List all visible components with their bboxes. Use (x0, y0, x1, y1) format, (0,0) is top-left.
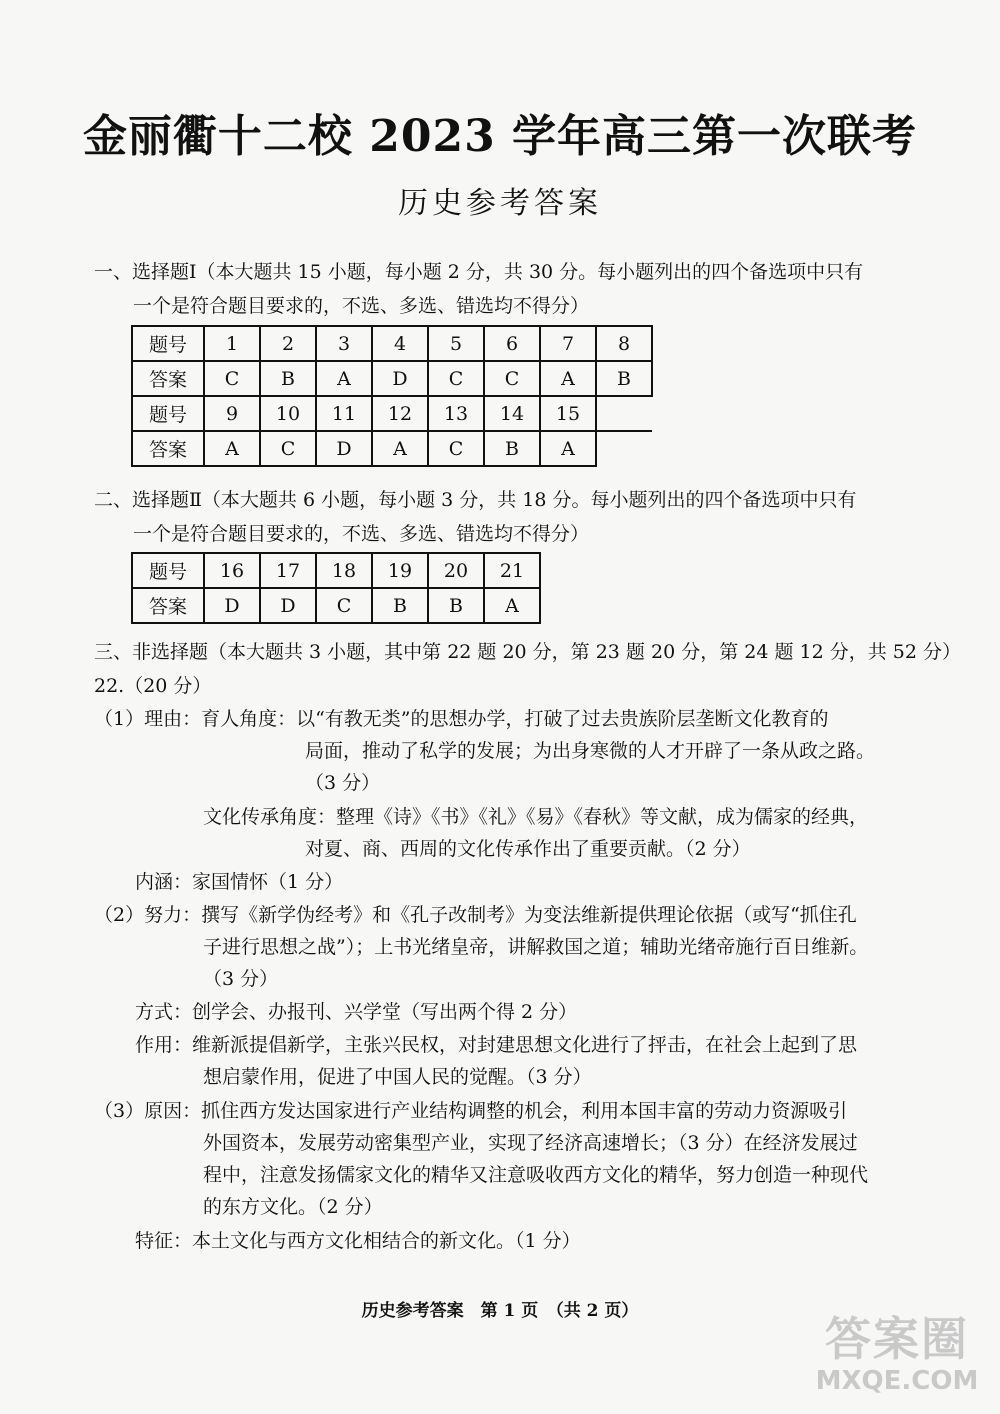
answer-line: 对夏、商、西周的文化传承作出了重要贡献。（2 分） (305, 838, 751, 860)
question-number: 10 (260, 396, 316, 431)
answer-cell: B (484, 431, 540, 466)
answer-cell: D (316, 431, 372, 466)
table-row (132, 553, 540, 588)
answer-cell: C (484, 361, 540, 396)
answer-line: 想启蒙作用，促进了中国人民的觉醒。（3 分） (203, 1066, 592, 1088)
row-label: 答案 (132, 431, 204, 466)
watermark-text: 答案圈 (825, 1312, 969, 1366)
question-number: 5 (428, 326, 484, 361)
answer-cell: D (204, 588, 260, 623)
section2-heading-line1: 二、选择题Ⅱ（本大题共 6 小题，每小题 3 分，共 18 分。每小题列出的四个备选项中只有 (94, 489, 857, 511)
answer-line: 外国资本，发展劳动密集型产业，实现了经济高速增长；（3 分）在经济发展过 (203, 1132, 858, 1154)
answer-cell: B (596, 361, 652, 396)
table-row (132, 431, 652, 466)
question-number: 15 (540, 396, 596, 431)
answer-line: （3 分） (203, 968, 279, 990)
answer-cell: C (204, 361, 260, 396)
question-number: 18 (316, 553, 372, 588)
question-number: 8 (596, 326, 652, 361)
question-number: 7 (540, 326, 596, 361)
answer-cell: A (316, 361, 372, 396)
row-label: 答案 (132, 588, 204, 623)
answer-cell: C (428, 361, 484, 396)
answer-cell: B (428, 588, 484, 623)
question-number: 3 (316, 326, 372, 361)
question-number: 20 (428, 553, 484, 588)
section1-answer-table (131, 325, 653, 467)
watermark-logo (812, 1312, 982, 1402)
question-22-label: 22.（20 分） (94, 675, 212, 697)
page-subtitle: 历史参考答案 (398, 186, 602, 221)
answer-cell: A (372, 431, 428, 466)
section1-heading-line1: 一、选择题Ⅰ（本大题共 15 小题，每小题 2 分，共 30 分。每小题列出的四个备选项中只有 (94, 261, 864, 283)
row-label: 题号 (132, 396, 204, 431)
table-row (132, 361, 652, 396)
section3-heading: 三、非选择题（本大题共 3 小题，其中第 22 题 20 分，第 23 题 20 分，第 24 题 12 分，共 52 分） (94, 641, 961, 663)
question-number: 17 (260, 553, 316, 588)
answer-cell: C (428, 431, 484, 466)
table-row (132, 396, 652, 431)
answer-cell: A (484, 588, 540, 623)
row-label: 答案 (132, 361, 204, 396)
answer-line: 程中，注意发扬儒家文化的精华又注意吸收西方文化的精华，努力创造一种现代 (203, 1164, 869, 1186)
answer-line: （3 分） (305, 772, 381, 794)
table-row (132, 588, 540, 623)
question-number: 19 (372, 553, 428, 588)
answer-line: 内涵：家国情怀（1 分） (135, 871, 344, 893)
table-row (132, 326, 652, 361)
section1-heading-line2: 一个是符合题目要求的，不选、多选、错选均不得分） (133, 295, 590, 317)
empty-cell (596, 431, 652, 466)
answer-line: 子进行思想之战”）；上书光绪皇帝，讲解救国之道；辅助光绪帝施行百日维新。 (203, 936, 869, 958)
section2-answer-table (131, 552, 541, 624)
question-number: 13 (428, 396, 484, 431)
answer-line: （1）理由：育人角度：以“有教无类”的思想办学，打破了过去贵族阶层垄断文化教育的 (94, 708, 829, 730)
question-number: 14 (484, 396, 540, 431)
answer-cell: D (260, 588, 316, 623)
answer-line: （3）原因：抓住西方发达国家进行产业结构调整的机会，利用本国丰富的劳动力资源吸引 (94, 1100, 848, 1122)
answer-cell: C (316, 588, 372, 623)
answer-line: 文化传承角度：整理《诗》《书》《礼》《易》《春秋》等文献，成为儒家的经典， (203, 806, 869, 828)
answer-line: 局面，推动了私学的发展；为出身寒微的人才开辟了一条从政之路。 (305, 740, 876, 762)
question-number: 1 (204, 326, 260, 361)
question-number: 6 (484, 326, 540, 361)
page-footer: 历史参考答案 第 1 页 （共 2 页） (361, 1301, 639, 1321)
answer-line: 特征：本土文化与西方文化相结合的新文化。（1 分） (135, 1230, 581, 1252)
answer-cell: C (260, 431, 316, 466)
answer-cell: A (540, 431, 596, 466)
row-label: 题号 (132, 553, 204, 588)
row-label: 题号 (132, 326, 204, 361)
question-number: 21 (484, 553, 540, 588)
answer-cell: A (204, 431, 260, 466)
answer-line: （2）努力：撰写《新学伪经考》和《孔子改制考》为变法维新提供理论依据（或写“抓住孔 (94, 904, 857, 926)
empty-cell (596, 396, 652, 431)
answer-cell: B (372, 588, 428, 623)
question-number: 4 (372, 326, 428, 361)
question-number: 2 (260, 326, 316, 361)
question-number: 11 (316, 396, 372, 431)
question-number: 9 (204, 396, 260, 431)
answer-line: 方式：创学会、办报刊、兴学堂（写出两个得 2 分） (135, 1001, 578, 1023)
answer-cell: B (260, 361, 316, 396)
answer-cell: D (372, 361, 428, 396)
answer-line: 的东方文化。（2 分） (203, 1196, 383, 1218)
answer-cell: A (540, 361, 596, 396)
answer-line: 作用：维新派提倡新学，主张兴民权，对封建思想文化进行了抨击，在社会上起到了思 (135, 1034, 858, 1056)
page-title: 金丽衢十二校 2023 学年高三第一次联考 (82, 111, 918, 162)
watermark-url: MXQE.COM (815, 1366, 979, 1396)
question-number: 12 (372, 396, 428, 431)
question-number: 16 (204, 553, 260, 588)
section2-heading-line2: 一个是符合题目要求的，不选、多选、错选均不得分） (133, 523, 590, 545)
